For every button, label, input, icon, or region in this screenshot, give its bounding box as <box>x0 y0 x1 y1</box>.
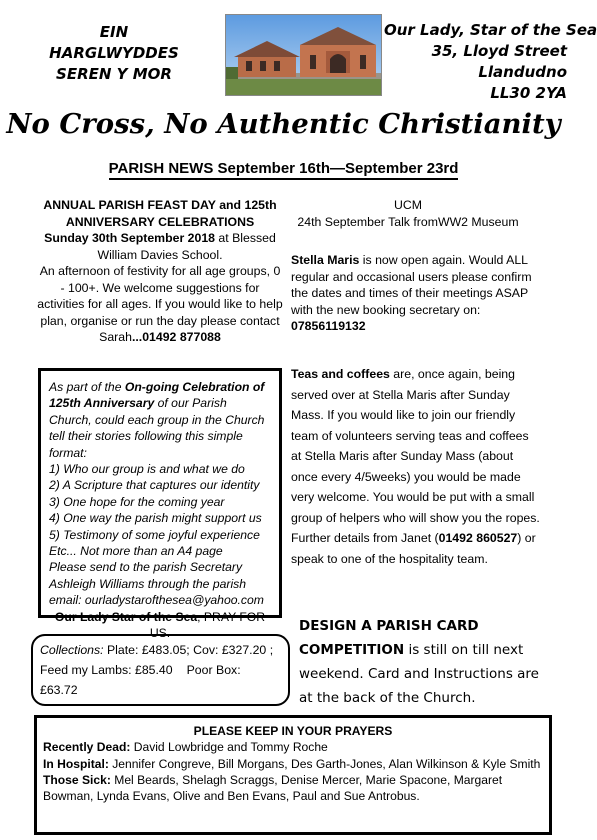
celebration-item: 5) Testimony of some joyful experience <box>49 527 260 542</box>
in-hospital <box>43 756 543 772</box>
prayers-title: PLEASE KEEP IN YOUR PRAYERS <box>193 724 393 738</box>
celebration-limit: Etc... Not more than an A4 page <box>49 544 223 559</box>
subtitle-text: PARISH NEWS September 16th—September 23rd <box>109 160 459 180</box>
teas-phone: 01492 860527 <box>438 531 518 545</box>
hospital-label: In Hospital: <box>43 756 109 771</box>
collections-plate: Plate: £483.05; Cov: £327.20 ; <box>103 643 274 657</box>
teas-paragraph <box>291 364 541 528</box>
parish-card-competition <box>299 614 549 710</box>
stella-name: Stella Maris <box>291 253 360 267</box>
celebration-send: Please send to the parish Secretary Ashleigh Williams through the parish email: ourladystarofthesea@yahoo.com <box>49 560 264 608</box>
stella-phone: 07856119132 <box>291 319 366 333</box>
collections-label: Collections: <box>40 643 104 657</box>
collections-poor-box: Poor Box: £63.72 <box>40 663 241 697</box>
address-line4: LL30 2YA <box>490 84 567 102</box>
competition-text: is still on till next weekend. Card and Instructions are at the back of the Church. <box>299 642 539 706</box>
closing-b: , PRAY FOR US. <box>149 609 266 641</box>
celebration-intro-a: As part of the <box>49 380 125 394</box>
collections-lambs: Feed my Lambs: £85.40 <box>40 663 173 677</box>
celebration-intro-b: On-going Celebration of 125th Anniversary <box>49 380 265 411</box>
stella-text: is now open again. Would ALL regular and occasional users please confirm the dates and times of their meetings ASAP with the new booking secretary on: <box>291 253 532 317</box>
ucm-text: 24th September Talk fromWW2 Museum <box>297 214 519 229</box>
collections-line2 <box>40 660 281 700</box>
dead-names: David Lowbridge and Tommy Roche <box>130 740 328 755</box>
feast-phone: ...01492 877088 <box>131 330 221 344</box>
page-title: No Cross, No Authentic Christianity <box>6 108 561 140</box>
feast-date-line <box>36 230 284 263</box>
feast-date: Sunday 30th September 2018 <box>44 231 216 245</box>
hospital-names: Jennifer Congreve, Bill Morgans, Des Garth-Jones, Alan Wilkinson & Kyle Smith <box>108 756 541 771</box>
welsh-name-line1: EIN HARGLWYDDES <box>49 23 179 62</box>
celebration-item: 3) One hope for the coming year <box>49 494 225 509</box>
teas-further <box>291 528 541 569</box>
closing-a: Our Lady Star of the Sea <box>54 609 198 624</box>
collections-line1 <box>40 640 281 660</box>
address-line3: Llandudno <box>478 63 567 81</box>
anniversary-celebration-box <box>38 368 282 641</box>
teas-coffees-notice <box>291 364 541 569</box>
feast-heading-2: ANNIVERSARY CELEBRATIONS <box>65 214 255 229</box>
celebration-item: 1) Who our group is and what we do <box>49 462 245 477</box>
address-line2: 35, Lloyd Street <box>431 42 567 60</box>
feast-location: at Blessed William Davies School. <box>97 231 276 262</box>
welsh-parish-name <box>34 22 194 85</box>
feast-body-line <box>36 263 284 346</box>
feast-heading-1: ANNUAL PARISH FEAST DAY and 125th <box>43 198 277 212</box>
dead-label: Recently Dead: <box>43 740 131 755</box>
church-photo <box>225 14 382 96</box>
celebration-intro <box>49 379 271 461</box>
page-subtitle <box>0 160 567 177</box>
stella-maris-notice <box>291 252 541 335</box>
teas-further-text: Further details from Janet ( <box>291 531 439 545</box>
feast-day-notice <box>36 197 284 346</box>
teas-heading: Teas and coffees <box>291 367 390 381</box>
sick-label: Those Sick: <box>43 772 111 787</box>
feast-body: An afternoon of festivity for all age groups, 0 - 100+. We welcome suggestions for activities for all ages. If you would like to help plan, organise or run the day please contact Sarah <box>37 264 283 344</box>
address-line1: Our Lady, Star of the Sea <box>384 21 597 39</box>
collections-box <box>31 634 290 706</box>
prayers-box <box>34 715 552 835</box>
sick-names: Mel Beards, Shelagh Scraggs, Denise Mercer, Marie Spacone, Margaret Bowman, Lynda Evans, Olive and Ben Evans, Paul and Sue Antrobus. <box>43 772 503 804</box>
recently-dead <box>43 739 543 755</box>
teas-end: ) or speak to one of the hospitality team. <box>291 531 536 566</box>
celebration-item: 4) One way the parish might support us <box>49 511 262 526</box>
parish-address <box>384 20 597 104</box>
celebration-intro-c: of our Parish Church, could each group in the Church tell their stories following this simple format: <box>49 396 265 460</box>
competition-heading: DESIGN A PARISH CARD COMPETITION <box>299 618 479 658</box>
welsh-name-line2: SEREN Y MOR <box>56 65 172 83</box>
ucm-heading: UCM <box>393 198 422 212</box>
teas-text: are, once again, being served over at Stella Maris after Sunday Mass. If you would like to join our friendly team of volunteers serving teas and coffees at Stella Maris after Sunday Mass (about once every 4/5weeks) you would be made very welcome. You would be put with a small group of helpers who will show you the ropes. <box>291 367 540 525</box>
ucm-notice <box>288 197 528 230</box>
those-sick <box>43 772 543 805</box>
celebration-item: 2) A Scripture that captures our identity <box>49 478 260 493</box>
